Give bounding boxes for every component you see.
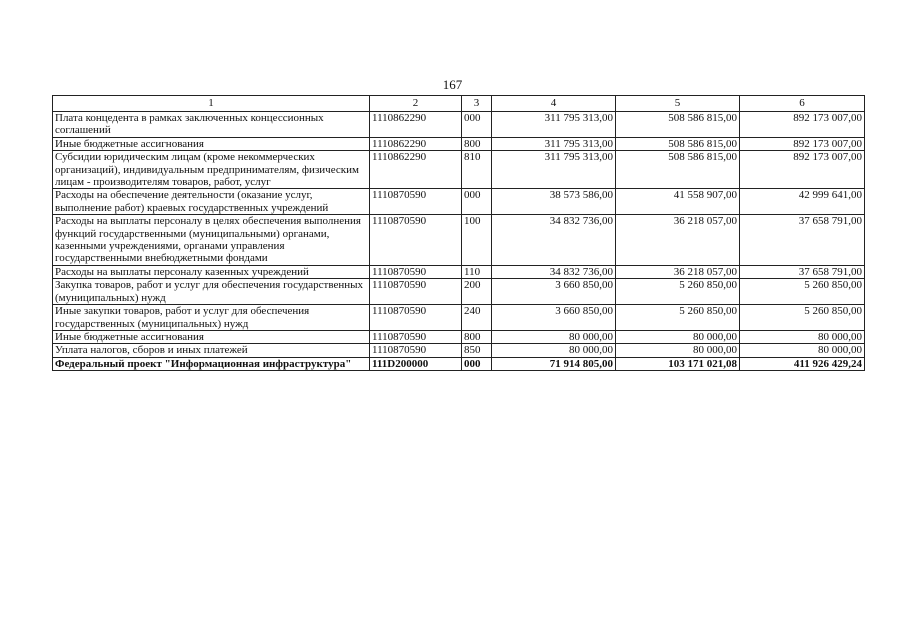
row-value-col4-cell: 71 914 805,00 [492, 357, 616, 370]
row-value-col6-cell: 411 926 429,24 [740, 357, 865, 370]
row-value-col4-cell: 34 832 736,00 [492, 265, 616, 278]
table-row [53, 137, 865, 150]
table-row [53, 330, 865, 343]
row-value-col4-cell: 311 795 313,00 [492, 151, 616, 189]
row-value-col6-cell: 37 658 791,00 [740, 215, 865, 266]
table-row [53, 189, 865, 215]
row-name-cell: Плата концедента в рамках заключенных концессионных соглашений [53, 112, 370, 138]
row-expense-type-cell: 200 [462, 279, 492, 305]
column-header-3: 3 [462, 96, 492, 112]
row-expense-type-cell: 850 [462, 344, 492, 357]
row-value-col4-cell: 38 573 586,00 [492, 189, 616, 215]
table-row [53, 151, 865, 189]
table-row [53, 265, 865, 278]
column-header-2: 2 [370, 96, 462, 112]
row-value-col5-cell: 80 000,00 [616, 344, 740, 357]
table-row [53, 215, 865, 266]
row-expense-type-cell: 240 [462, 305, 492, 331]
row-expense-type-cell: 000 [462, 112, 492, 138]
row-code-cell: 1110870590 [370, 330, 462, 343]
row-value-col6-cell: 892 173 007,00 [740, 112, 865, 138]
row-name-cell: Расходы на обеспечение деятельности (оказание услуг, выполнение работ) краевых государственных учреждений [53, 189, 370, 215]
row-name-cell: Уплата налогов, сборов и иных платежей [53, 344, 370, 357]
column-header-5: 5 [616, 96, 740, 112]
row-value-col4-cell: 80 000,00 [492, 344, 616, 357]
row-value-col4-cell: 3 660 850,00 [492, 279, 616, 305]
table-row [53, 112, 865, 138]
row-value-col4-cell: 311 795 313,00 [492, 112, 616, 138]
column-header-4: 4 [492, 96, 616, 112]
row-value-col6-cell: 80 000,00 [740, 344, 865, 357]
row-value-col4-cell: 80 000,00 [492, 330, 616, 343]
row-value-col6-cell: 37 658 791,00 [740, 265, 865, 278]
row-value-col5-cell: 508 586 815,00 [616, 112, 740, 138]
row-value-col5-cell: 103 171 021,08 [616, 357, 740, 370]
row-name-cell: Расходы на выплаты персоналу казенных учреждений [53, 265, 370, 278]
row-expense-type-cell: 000 [462, 189, 492, 215]
row-value-col6-cell: 892 173 007,00 [740, 151, 865, 189]
row-code-cell: 1110862290 [370, 151, 462, 189]
row-code-cell: 1110870590 [370, 215, 462, 266]
row-value-col6-cell: 42 999 641,00 [740, 189, 865, 215]
row-code-cell: 1110870590 [370, 305, 462, 331]
row-expense-type-cell: 000 [462, 357, 492, 370]
row-name-cell: Иные бюджетные ассигнования [53, 137, 370, 150]
table-row [53, 344, 865, 357]
row-code-cell: 111D200000 [370, 357, 462, 370]
row-value-col6-cell: 892 173 007,00 [740, 137, 865, 150]
row-name-cell: Субсидии юридическим лицам (кроме некоммерческих организаций), индивидуальным предпринимателям, физическим лицам - производителям товаров, работ, услуг [53, 151, 370, 189]
row-value-col6-cell: 5 260 850,00 [740, 279, 865, 305]
row-expense-type-cell: 810 [462, 151, 492, 189]
row-name-cell: Иные бюджетные ассигнования [53, 330, 370, 343]
row-value-col4-cell: 311 795 313,00 [492, 137, 616, 150]
row-name-cell: Федеральный проект "Информационная инфраструктура" [53, 357, 370, 370]
row-code-cell: 1110862290 [370, 137, 462, 150]
row-code-cell: 1110870590 [370, 189, 462, 215]
row-expense-type-cell: 110 [462, 265, 492, 278]
table-header-row [53, 96, 865, 112]
table-row [53, 305, 865, 331]
column-header-1: 1 [53, 96, 370, 112]
row-expense-type-cell: 800 [462, 330, 492, 343]
row-value-col4-cell: 34 832 736,00 [492, 215, 616, 266]
row-value-col5-cell: 41 558 907,00 [616, 189, 740, 215]
column-header-6: 6 [740, 96, 865, 112]
row-value-col5-cell: 508 586 815,00 [616, 137, 740, 150]
table-row [53, 279, 865, 305]
row-value-col5-cell: 5 260 850,00 [616, 305, 740, 331]
row-value-col5-cell: 5 260 850,00 [616, 279, 740, 305]
row-value-col6-cell: 5 260 850,00 [740, 305, 865, 331]
row-value-col4-cell: 3 660 850,00 [492, 305, 616, 331]
row-expense-type-cell: 100 [462, 215, 492, 266]
row-code-cell: 1110870590 [370, 279, 462, 305]
table-row [53, 357, 865, 370]
row-expense-type-cell: 800 [462, 137, 492, 150]
row-code-cell: 1110870590 [370, 265, 462, 278]
row-code-cell: 1110870590 [370, 344, 462, 357]
row-name-cell: Расходы на выплаты персоналу в целях обеспечения выполнения функций государственными (муниципальными) органами, казенными учреждениями, органами управления государственными внебюджетными фондами [53, 215, 370, 266]
row-value-col5-cell: 80 000,00 [616, 330, 740, 343]
row-code-cell: 1110862290 [370, 112, 462, 138]
row-value-col5-cell: 36 218 057,00 [616, 215, 740, 266]
row-value-col6-cell: 80 000,00 [740, 330, 865, 343]
row-name-cell: Иные закупки товаров, работ и услуг для обеспечения государственных (муниципальных) нужд [53, 305, 370, 331]
row-value-col5-cell: 508 586 815,00 [616, 151, 740, 189]
budget-table [52, 95, 865, 371]
page-number: 167 [442, 77, 463, 92]
row-value-col5-cell: 36 218 057,00 [616, 265, 740, 278]
row-name-cell: Закупка товаров, работ и услуг для обеспечения государственных (муниципальных) нужд [53, 279, 370, 305]
